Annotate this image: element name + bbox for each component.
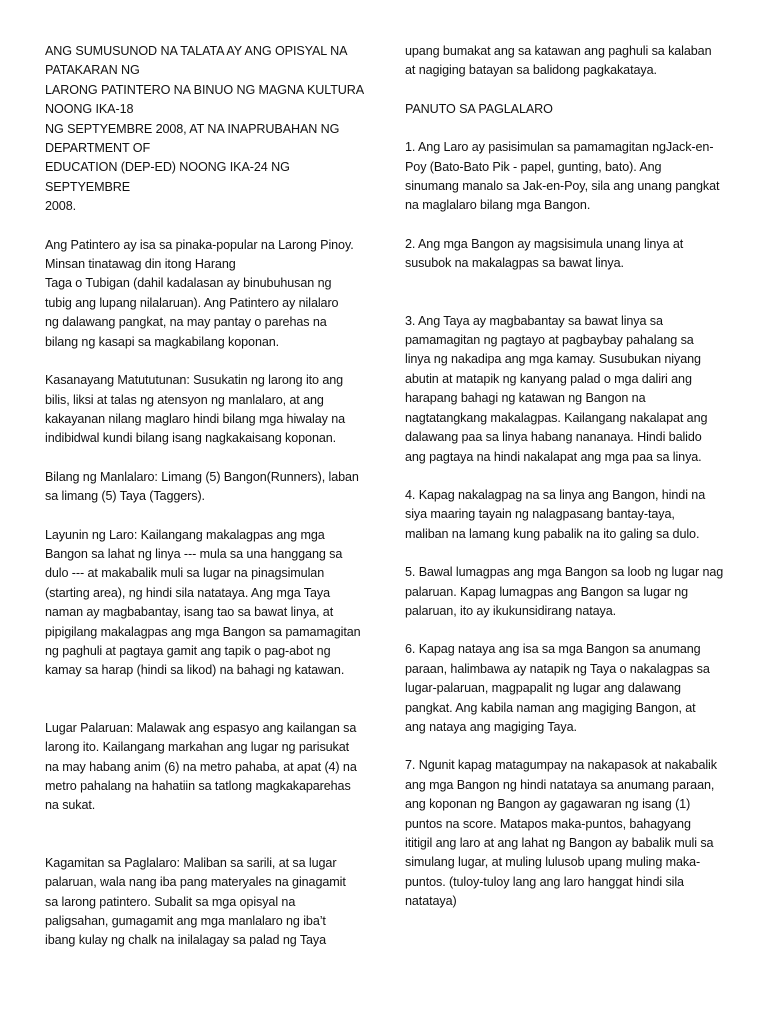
rule-3: 3. Ang Taya ay magbabantay sa bawat linya sa pamamagitan ng pagtayo at pagbaybay pahalang sa linya ng nakadipa ang mga kamay. Susubukan niyang abutin at matapik ng kanyang palad o mga daliri ang harapang bahagi ng katawan ng Bangon na nagtatangkang makalagpas. Kailangang nakalapat ang dalawang paa sa linya habang nananaya. Hindi balido ang pagtaya na hindi nakalapat ang mga paa sa linya. <box>405 313 708 464</box>
rule-5: 5. Bawal lumagpas ang mga Bangon sa loob ng lugar nag palaruan. Kapag lumagpas ang Bangon sa lugar ng palaruan, ito ay ikukunsidirang nataya. <box>405 565 724 618</box>
layunin-paragraph: Layunin ng Laro: Kailangang makalagpas ang mga Bangon sa lahat ng linya --- mula sa una hanggang sa dulo --- at makabalik muli sa lugar na pinagsimulan (starting area), ng hindi sila natataya. Ang mga Taya naman ay magbabantay, isang tao sa bawat linya, at pipigilang makalagpas ang mga Bangon sa pamamagitan ng paghuli at pagtaya gamit ang tapik o pag-abot ng kamay sa harap (hindi sa likod) na bahagi ng katawan. <box>45 527 361 678</box>
left-column <box>45 42 370 951</box>
continuation-paragraph: upang bumakat ang sa katawan ang paghuli sa kalaban at nagiging batayan sa balidong pagkakataya. <box>405 44 712 78</box>
right-column <box>405 42 735 912</box>
kagamitan-paragraph: Kagamitan sa Paglalaro: Maliban sa sarili, at sa lugar palaruan, wala nang iba pang materyales na ginagamit sa larong patintero. Subalit sa mga opisyal na paligsahan, gumagamit ang mga manlalaro ng iba’t ibang kulay ng chalk na inilalagay sa palad ng Taya <box>45 855 346 948</box>
document-header: ANG SUMUSUNOD NA TALATA AY ANG OPISYAL NA PATAKARAN NG LARONG PATINTERO NA BINUO NG MAGNA KULTURA NOONG IKA-18 NG SEPTYEMBRE 2008, AT NA INAPRUBAHAN NG DEPARTMENT OF EDUCATION (DEP-ED) NOONG IKA-24 NG SEPTYEMBRE 2008. <box>45 44 365 214</box>
rule-4: 4. Kapag nakalagpag na sa linya ang Bangon, hindi na siya maaring tayain ng nalagpasang bantay-taya, maliban na lamang kung pabalik na ito galing sa dulo. <box>405 487 706 541</box>
rule-7: 7. Ngunit kapag matagumpay na nakapasok at nakabalik ang mga Bangon ng hindi natataya sa anumang paraan, ang koponan ng Bangon ay gagawaran ng isang (1) puntos na score. Matapos maka-puntos, bahagyang ititigil ang laro at ang lahat ng Bangon ay babalik muli sa simulang lugar, at muling lulusob upang muling maka- puntos. (tuloy-tuloy lang ang laro hanggat hindi sila natataya) <box>405 758 717 909</box>
panuto-heading: PANUTO SA PAGLALARO <box>405 101 553 116</box>
intro-paragraph: Ang Patintero ay isa sa pinaka-popular na Larong Pinoy. Minsan tinatawag din itong Harang Taga o Tubigan (dahil kadalasan ay binubuhusan ng tubig ang lupang nilalaruan). Ang Patintero ay nilalaro ng dalawang pangkat, na may pantay o parehas na bilang ng kasapi sa magkabilang koponan. <box>45 237 354 349</box>
rule-1: 1. Ang Laro ay pasisimulan sa pamamagitan ngJack-en- Poy (Bato-Bato Pik - papel, gunting, bato). Ang sinumang manalo sa Jak-en-Poy, sila ang unang pangkat na maglalaro bilang mga Bangon. <box>405 140 720 213</box>
kasanayan-paragraph: Kasanayang Matututunan: Susukatin ng larong ito ang bilis, liksi at talas ng atensyon ng manlalaro, at ang kakayanan nilang maglaro hindi bilang mga hiwalay na indibidwal kundi bilang isang nagkakaisang koponan. <box>45 373 346 446</box>
bilang-paragraph: Bilang ng Manlalaro: Limang (5) Bangon(Runners), laban sa limang (5) Taya (Taggers). <box>45 469 359 504</box>
rule-2: 2. Ang mga Bangon ay magsisimula unang linya at susubok na makalagpas sa bawat linya. <box>405 236 684 271</box>
rule-6: 6. Kapag nataya ang isa sa mga Bangon sa anumang paraan, halimbawa ay natapik ng Taya o nakalagpas sa lugar-palaruan, magpapalit ng lugar ang dalawang pangkat. Ang kabila naman ang magiging Bangon, at ang nataya ang magiging Taya. <box>405 642 710 734</box>
lugar-paragraph: Lugar Palaruan: Malawak ang espasyo ang kailangan sa larong ito. Kailangang markahan ang lugar ng parisukat na may habang anim (6) na metro pahaba, at apat (4) na metro pahalang na hahatiin sa tatlong magkakaparehas na sukat. <box>45 720 357 813</box>
